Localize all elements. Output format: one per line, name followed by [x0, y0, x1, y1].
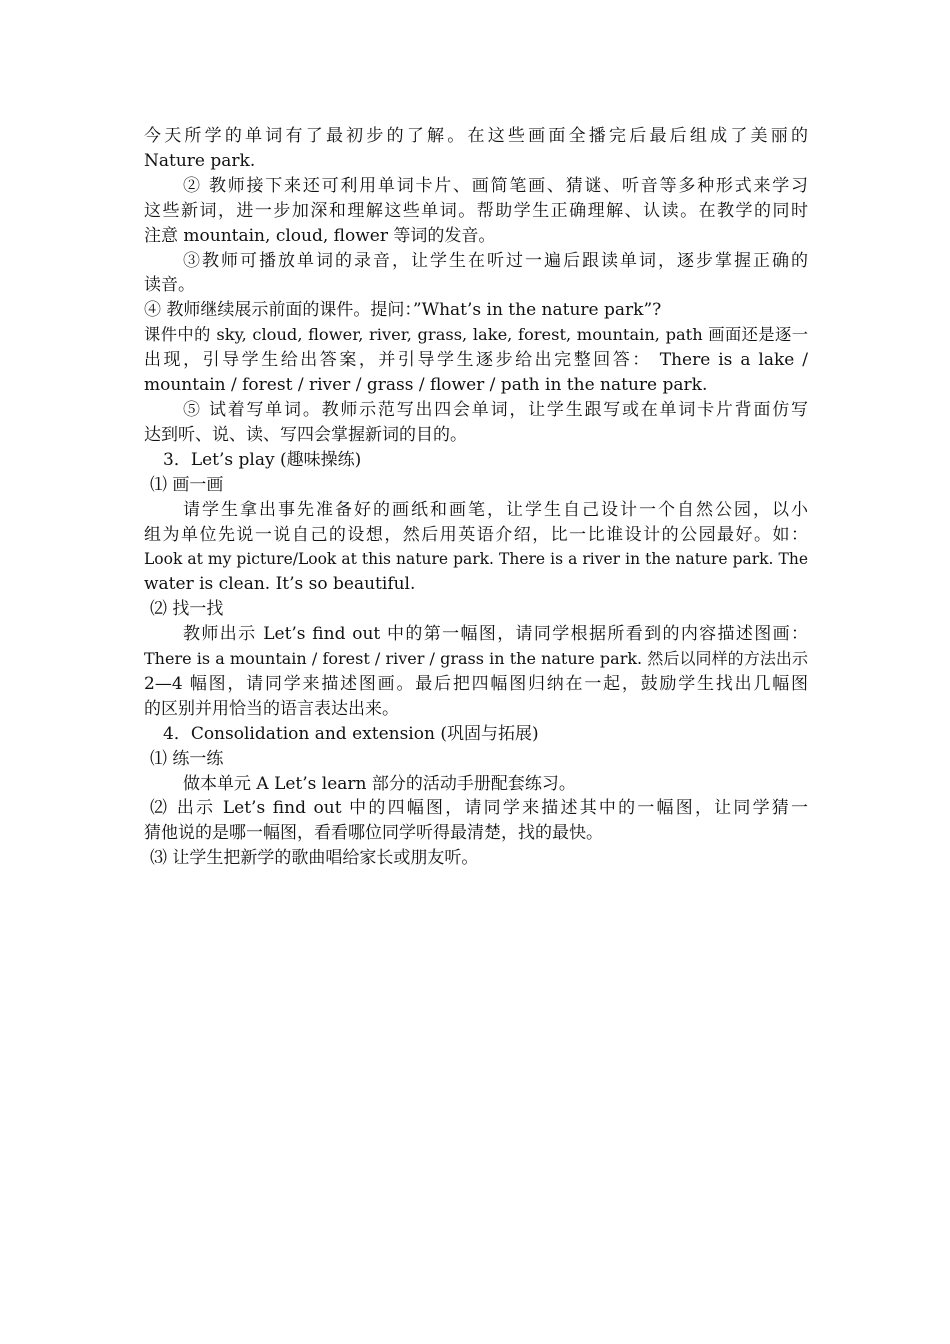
section-heading: 4．Consolidation and extension (巩固与拓展)	[163, 723, 539, 744]
subsection-heading: ⑴ 画一画	[150, 474, 224, 495]
text-line: 2—4 幅图，请同学来描述图画。最后把四幅图归纳在一起，鼓励学生找出几幅图	[144, 673, 808, 694]
text-line: water is clean. It’s so beautiful.	[144, 574, 416, 595]
text-line: 今天所学的单词有了最初步的了解。在这些画面全播完后最后组成了美丽的	[144, 126, 808, 146]
text-line: There is a mountain / forest / river / grass in the nature park. 然后以同样的方法出示	[144, 649, 808, 669]
subsection-heading: ⑵ 找一找	[150, 599, 224, 620]
text-line: 读音。	[144, 275, 195, 296]
text-line: 请学生拿出事先准备好的画纸和画笔，让学生自己设计一个自然公园，以小	[183, 499, 808, 520]
text-line: 出现，引导学生给出答案，并引导学生逐步给出完整回答： There is a lake /	[144, 350, 808, 371]
text-line: 猜他说的是哪一幅图，看看哪位同学听得最清楚，找的最快。	[144, 823, 603, 844]
text-line: 教师出示 Let’s find out 中的第一幅图，请同学根据所看到的内容描述图画：	[183, 624, 808, 645]
text-line: 这些新词，进一步加深和理解这些单词。帮助学生正确理解、认读。在教学的同时	[144, 200, 808, 221]
document-body	[144, 124, 808, 871]
text-line: 课件中的 sky, cloud, flower, river, grass, lake, forest, mountain, path 画面还是逐一	[144, 325, 808, 345]
text-line: 达到听、说、读、写四会掌握新词的目的。	[144, 424, 467, 445]
text-line: ⑵ 出示 Let’s find out 中的四幅图，请同学来描述其中的一幅图，让同学猜一	[150, 798, 808, 819]
text-line: 的区别并用恰当的语言表达出来。	[144, 698, 399, 719]
text-line: Look at my picture/Look at this nature park. There is a river in the nature park. The	[144, 550, 808, 569]
text-line: 组为单位先说一说自己的设想，然后用英语介绍，比一比谁设计的公园最好。如：	[144, 524, 808, 545]
text-line: ⑤ 试着写单词。教师示范写出四会单词，让学生跟写或在单词卡片背面仿写	[183, 399, 808, 420]
text-line: Nature park.	[144, 150, 256, 171]
text-line: ④ 教师继续展示前面的课件。提问：”What’s in the nature park”?	[144, 300, 662, 321]
text-line: mountain / forest / river / grass / flower / path in the nature park.	[144, 375, 708, 396]
text-line: ② 教师接下来还可利用单词卡片、画简笔画、猜谜、听音等多种形式来学习	[183, 175, 808, 196]
text-line: ③教师可播放单词的录音，让学生在听过一遍后跟读单词，逐步掌握正确的	[183, 250, 808, 271]
section-heading: 3．Let’s play (趣味操练)	[163, 449, 362, 470]
text-line: 做本单元 A Let’s learn 部分的活动手册配套练习。	[183, 773, 576, 794]
subsection-heading: ⑴ 练一练	[150, 748, 224, 769]
text-line: ⑶ 让学生把新学的歌曲唱给家长或朋友听。	[150, 848, 479, 869]
text-line: 注意 mountain, cloud, flower 等词的发音。	[144, 225, 496, 246]
